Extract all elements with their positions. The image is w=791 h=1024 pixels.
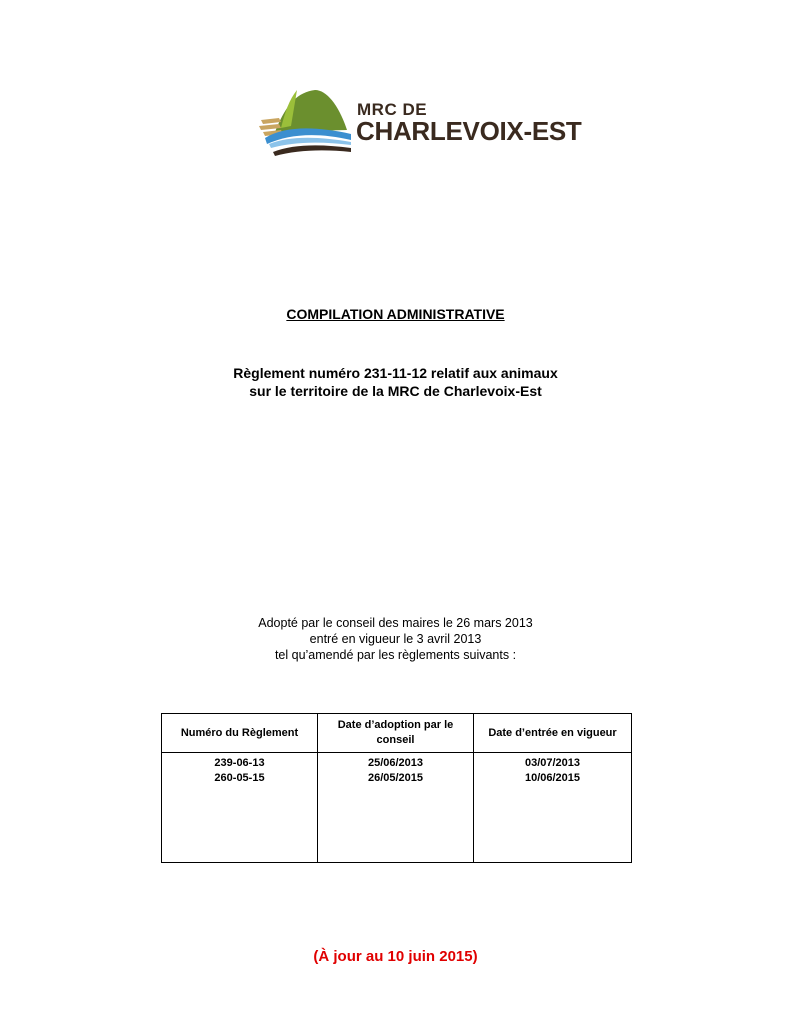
- table-header-row: [162, 714, 632, 753]
- adoption-statement: [0, 615, 791, 663]
- regulation-number: 260-05-15: [214, 772, 265, 784]
- regulation-title: [0, 364, 791, 400]
- logo-text-line1: MRC DE: [357, 100, 428, 119]
- table-row: [162, 753, 632, 863]
- amendments-table: [161, 713, 632, 863]
- logo-text-line2: CHARLEVOIX-EST: [356, 116, 582, 146]
- regulation-number-cell: [162, 753, 318, 863]
- adoption-date-cell: [318, 753, 474, 863]
- header-adoption-date: Date d’adoption par le conseil: [318, 714, 474, 753]
- document-heading: [0, 306, 791, 322]
- effective-date-cell: [474, 753, 632, 863]
- effective-date: 03/07/2013: [524, 757, 581, 769]
- adoption-line1: Adopté par le conseil des maires le 26 mars 2013: [258, 616, 533, 630]
- effective-date: 10/06/2015: [524, 772, 581, 784]
- mrc-logo: [255, 86, 582, 158]
- adoption-date: 26/05/2015: [367, 772, 424, 784]
- update-notice: (À jour au 10 juin 2015): [313, 948, 478, 965]
- header-regulation-number: Numéro du Règlement: [162, 714, 318, 753]
- mountain-river-logo-icon: [255, 86, 355, 158]
- regulation-title-line2: sur le territoire de la MRC de Charlevoix-Est: [249, 383, 542, 399]
- regulation-number: 239-06-13: [214, 757, 265, 769]
- adoption-line2: entré en vigueur le 3 avril 2013: [309, 632, 482, 646]
- regulation-title-line1: Règlement numéro 231-11-12 relatif aux animaux: [233, 365, 558, 381]
- adoption-date: 25/06/2013: [367, 757, 424, 769]
- heading-text: COMPILATION ADMINISTRATIVE: [286, 306, 505, 322]
- header-effective-date: Date d’entrée en vigueur: [474, 714, 632, 753]
- adoption-line3: tel qu’amendé par les règlements suivants :: [274, 648, 517, 662]
